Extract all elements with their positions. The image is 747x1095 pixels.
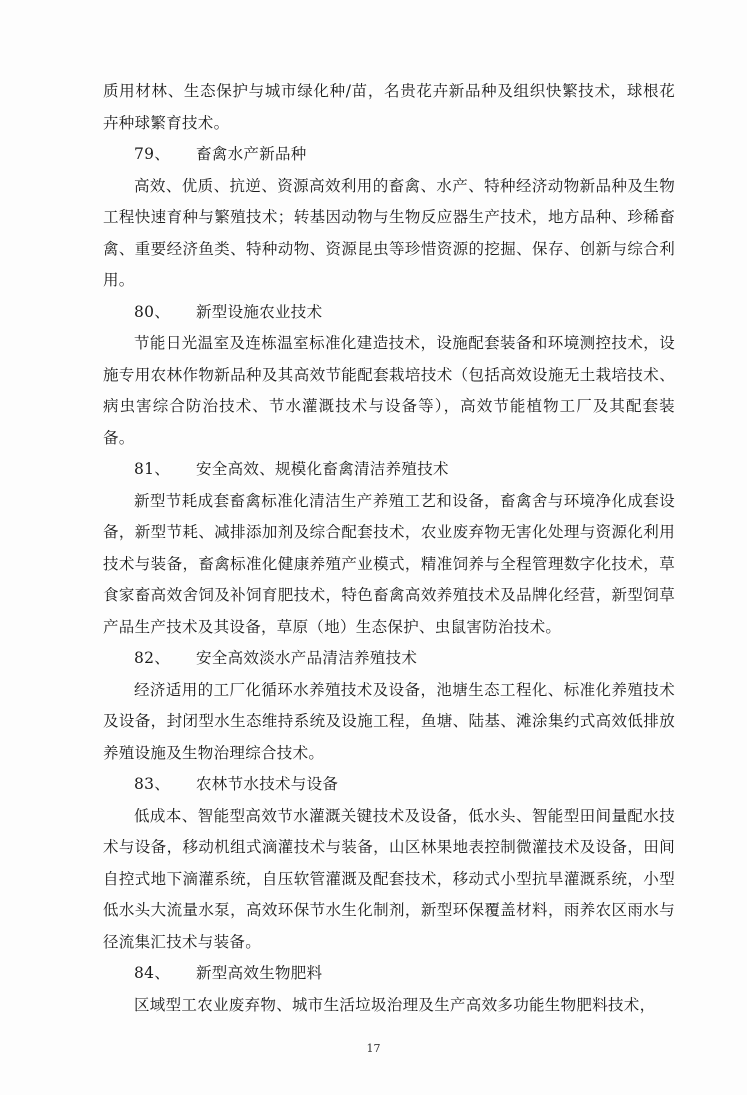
page-number: 17 xyxy=(366,1042,381,1055)
section-heading-83 xyxy=(103,769,675,801)
section-body-81: 新型节耗成套畜禽标准化清洁生产养殖工艺和设备，畜禽舍与环境净化成套设备，新型节耗、减排添加剂及综合配套技术，农业废弃物无害化处理与资源化利用技术与装备，畜禽标准化健康养殖产业模式，精准饲养与全程管理数字化技术，草食家畜高效舍饲及补饲育肥技术，特色畜禽高效养殖技术及品牌化经营，新型饲草产品生产技术及其设备，草原（地）生态保护、虫鼠害防治技术。 xyxy=(103,491,675,636)
section-body-79: 高效、优质、抗逆、资源高效利用的畜禽、水产、特种经济动物新品种及生物工程快速育种与繁殖技术；转基因动物与生物反应器生产技术，地方品种、珍稀畜禽、重要经济鱼类、特种动物、资源昆虫等珍惜资源的挖掘、保存、创新与综合利用。 xyxy=(103,176,675,289)
section-title: 农林节水技术与设备 xyxy=(196,775,339,793)
section-title: 安全高效淡水产品清洁养殖技术 xyxy=(196,649,418,667)
section-number: 84、 xyxy=(134,964,171,982)
section-heading-81 xyxy=(103,454,675,486)
section-title: 新型设施农业技术 xyxy=(196,302,323,321)
section-heading-80 xyxy=(103,297,675,329)
continuation-paragraph: 质用材林、生态保护与城市绿化种/苗，名贵花卉新品种及组织快繁技术，球根花卉种球繁育技术。 xyxy=(103,82,675,132)
section-number: 79、 xyxy=(134,145,171,163)
section-title: 安全高效、规模化畜禽清洁养殖技术 xyxy=(196,460,449,478)
section-body-84: 区域型工农业废弃物、城市生活垃圾治理及生产高效多功能生物肥料技术， xyxy=(134,995,656,1014)
section-body-83: 低成本、智能型高效节水灌溉关键技术及设备，低水头、智能型田间量配水技术与设备，移动机组式滴灌技术与装备，山区林果地表控制微灌技术及设备，田间自控式地下滴灌系统，自压软管灌溉及配套技术，移动式小型抗旱灌溉系统，小型低水头大流量水泵，高效环保节水生化制剂，新型环保覆盖材料，雨养农区雨水与径流集汇技术与装备。 xyxy=(103,806,675,951)
section-heading-84 xyxy=(103,958,675,990)
section-heading-82 xyxy=(103,643,675,675)
section-heading-79 xyxy=(103,139,675,171)
section-title: 畜禽水产新品种 xyxy=(196,145,307,163)
section-number: 83、 xyxy=(134,775,171,793)
section-title: 新型高效生物肥料 xyxy=(196,964,323,982)
section-body-82: 经济适用的工厂化循环水养殖技术及设备，池塘生态工程化、标准化养殖技术及设备，封闭型水生态维持系统及设施工程，鱼塘、陆基、滩涂集约式高效低排放养殖设施及生物治理综合技术。 xyxy=(103,680,675,762)
document-body xyxy=(103,76,675,1021)
section-number: 81、 xyxy=(134,460,171,478)
section-body-80: 节能日光温室及连栋温室标准化建造技术，设施配套装备和环境测控技术，设施专用农林作物新品种及其高效节能配套栽培技术（包括高效设施无土栽培技术、病虫害综合防治技术、节水灌溉技术与设备等），高效节能植物工厂及其配套装备。 xyxy=(103,334,675,447)
section-number: 82、 xyxy=(134,649,171,667)
section-number: 80、 xyxy=(134,302,171,321)
